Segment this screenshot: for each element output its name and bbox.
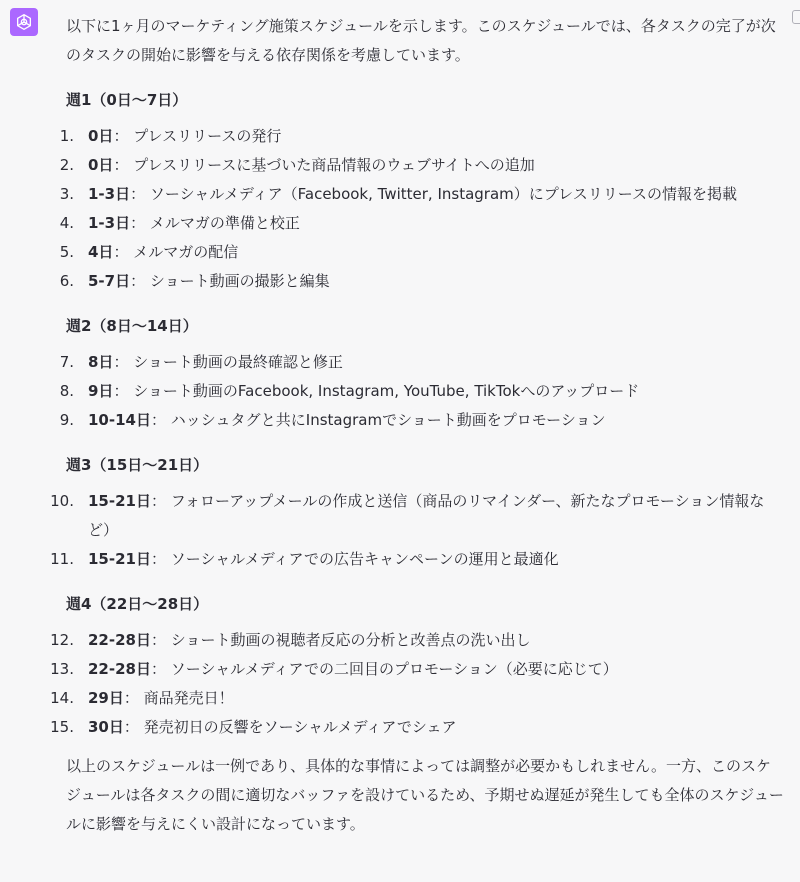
task-separator: ： <box>150 550 171 568</box>
task-item <box>59 238 784 267</box>
task-text: ソーシャルメディアでの広告キャンペーンの運用と最適化 <box>170 550 559 568</box>
task-item <box>59 180 784 209</box>
task-date: 15-21日 <box>88 492 151 510</box>
task-separator: ： <box>123 689 144 707</box>
task-list <box>59 122 784 296</box>
task-date: 0日 <box>88 156 114 174</box>
task-date: 8日 <box>88 353 114 371</box>
task-item <box>59 122 784 151</box>
task-text: ショート動画の撮影と編集 <box>149 272 330 290</box>
task-text: メルマガの配信 <box>133 243 239 261</box>
task-text: フォローアップメールの作成と送信（商品のリマインダー、新たなプロモーション情報など） <box>88 492 765 539</box>
task-date: 10-14日 <box>88 411 151 429</box>
task-date: 1-3日 <box>88 214 131 232</box>
task-date: 1-3日 <box>88 185 131 203</box>
task-item <box>59 377 784 406</box>
task-number: 13. <box>50 660 74 678</box>
task-text: ショート動画のFacebook, Instagram, YouTube, TikTokへのアップロード <box>133 382 640 400</box>
task-text: 発売初日の反響をソーシャルメディアでシェア <box>143 718 457 736</box>
task-item <box>50 487 784 545</box>
task-separator: ： <box>150 492 171 510</box>
task-number: 12. <box>50 631 74 649</box>
assistant-message <box>50 12 784 839</box>
task-separator: ： <box>130 185 150 203</box>
task-text: 商品発売日！ <box>143 689 234 707</box>
task-date: 22-28日 <box>88 660 151 678</box>
task-separator: ： <box>130 272 150 290</box>
task-text: プレスリリースに基づいた商品情報のウェブサイトへの追加 <box>133 156 535 174</box>
task-separator: ： <box>113 353 134 371</box>
task-date: 0日 <box>88 127 114 145</box>
task-date: 9日 <box>88 382 114 400</box>
task-text: ショート動画の最終確認と修正 <box>133 353 343 371</box>
task-date: 5-7日 <box>88 272 131 290</box>
task-number: 9. <box>59 411 74 429</box>
openai-logo-icon <box>14 12 34 32</box>
task-date: 15-21日 <box>88 550 151 568</box>
task-separator: ： <box>150 631 171 649</box>
task-item <box>59 151 784 180</box>
task-number: 5. <box>59 243 74 261</box>
task-list <box>50 487 784 574</box>
task-item <box>59 267 784 296</box>
task-number: 3. <box>59 185 74 203</box>
task-separator: ： <box>113 382 134 400</box>
closing-paragraph: 以上のスケジュールは一例であり、具体的な事情によっては調整が必要かもしれません。一方、このスケジュールは各タスクの間に適切なバッファを設けているため、予期せぬ遅延が発生しても全体のスケジュールに影響を与えにくい設計になっています。 <box>66 757 784 833</box>
task-separator: ： <box>113 156 134 174</box>
task-separator: ： <box>150 411 171 429</box>
task-item <box>59 406 784 435</box>
task-item <box>50 626 784 655</box>
task-item <box>50 684 784 713</box>
task-number: 8. <box>59 382 74 400</box>
schedule <box>50 84 784 742</box>
assistant-avatar <box>10 8 38 36</box>
task-date: 4日 <box>88 243 114 261</box>
task-separator: ： <box>150 660 171 678</box>
task-text: プレスリリースの発行 <box>133 127 282 145</box>
task-item <box>50 713 784 742</box>
task-separator: ： <box>113 243 134 261</box>
task-separator: ： <box>123 718 144 736</box>
task-number: 1. <box>59 127 74 145</box>
task-date: 29日 <box>88 689 124 707</box>
copy-icon[interactable] <box>792 10 800 24</box>
task-separator: ： <box>113 127 134 145</box>
task-item <box>59 209 784 238</box>
week-heading: 週2（8日〜14日） <box>66 317 198 335</box>
task-number: 14. <box>50 689 74 707</box>
task-list <box>50 626 784 742</box>
week-heading: 週1（0日〜7日） <box>66 91 188 109</box>
task-item <box>50 545 784 574</box>
task-text: ソーシャルメディア（Facebook, Twitter, Instagram）にプレスリリースの情報を掲載 <box>149 185 737 203</box>
intro-paragraph: 以下に1ヶ月のマーケティング施策スケジュールを示します。このスケジュールでは、各タスクの完了が次のタスクの開始に影響を与える依存関係を考慮しています。 <box>66 17 776 64</box>
task-number: 11. <box>50 550 74 568</box>
task-text: ショート動画の視聴者反応の分析と改善点の洗い出し <box>170 631 531 649</box>
week-heading: 週4（22日〜28日） <box>66 595 209 613</box>
task-number: 7. <box>59 353 74 371</box>
task-date: 30日 <box>88 718 124 736</box>
task-text: ソーシャルメディアでの二回目のプロモーション（必要に応じて） <box>170 660 618 678</box>
task-number: 4. <box>59 214 74 232</box>
task-separator: ： <box>130 214 150 232</box>
task-number: 6. <box>59 272 74 290</box>
task-item <box>59 348 784 377</box>
task-number: 10. <box>50 492 74 510</box>
task-text: ハッシュタグと共にInstagramでショート動画をプロモーション <box>170 411 606 429</box>
task-number: 2. <box>59 156 74 174</box>
week-heading: 週3（15日〜21日） <box>66 456 209 474</box>
task-number: 15. <box>50 718 74 736</box>
task-item <box>50 655 784 684</box>
task-text: メルマガの準備と校正 <box>149 214 300 232</box>
task-date: 22-28日 <box>88 631 151 649</box>
task-list <box>59 348 784 435</box>
